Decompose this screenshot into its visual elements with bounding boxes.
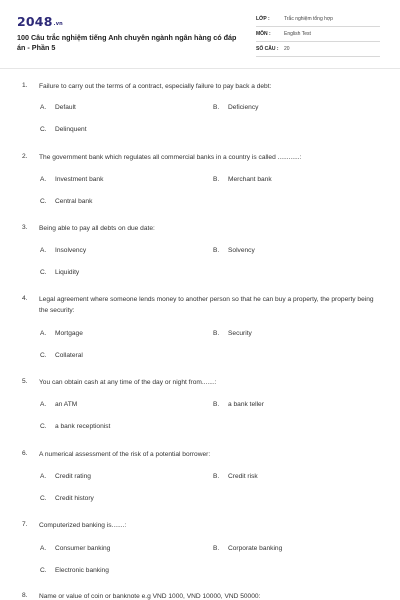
- question-number: 2.: [22, 153, 28, 160]
- option-text: Default: [55, 104, 76, 111]
- question-text: A numerical assessment of the risk of a potential borrower:: [39, 451, 211, 458]
- option-text: Mortgage: [55, 330, 83, 337]
- option-text: Liquidity: [55, 269, 80, 276]
- option-c[interactable]: [40, 423, 110, 430]
- option-c[interactable]: [40, 269, 79, 276]
- question-number: 1.: [22, 82, 28, 89]
- option-letter: C.: [40, 423, 47, 430]
- option-b[interactable]: [213, 545, 282, 552]
- option-letter: B.: [213, 401, 220, 408]
- option-letter: B.: [213, 247, 220, 254]
- question-text: Computerized banking is.......:: [39, 522, 127, 529]
- option-text: Delinquent: [55, 126, 87, 133]
- question-number: 6.: [22, 450, 28, 457]
- option-letter: A.: [40, 247, 47, 254]
- option-letter: A.: [40, 176, 47, 183]
- option-letter: A.: [40, 330, 47, 337]
- question-number: 3.: [22, 224, 28, 231]
- question-text: You can obtain cash at any time of the day or night from.......:: [39, 379, 217, 386]
- option-letter: B.: [213, 545, 220, 552]
- option-letter: B.: [213, 104, 220, 111]
- option-text: Investment bank: [55, 176, 104, 183]
- option-letter: C.: [40, 352, 47, 359]
- option-letter: B.: [213, 176, 220, 183]
- document-title: 100 Câu trắc nghiệm tiếng Anh chuyên ngành ngân hàng có đáp án - Phần 5: [17, 33, 237, 52]
- option-text: Collateral: [55, 352, 83, 359]
- option-c[interactable]: [40, 198, 92, 205]
- option-a[interactable]: [40, 176, 103, 183]
- option-c[interactable]: [40, 352, 83, 359]
- question-number: 7.: [22, 521, 28, 528]
- question-text: Being able to pay all debts on due date:: [39, 225, 155, 232]
- option-text: Merchant bank: [228, 176, 272, 183]
- class-value: Trắc nghiệm tổng hợp: [284, 16, 333, 22]
- option-a[interactable]: [40, 330, 83, 337]
- option-b[interactable]: [213, 330, 252, 337]
- question-text: Failure to carry out the terms of a contract, especially failure to pay back a debt:: [39, 83, 272, 90]
- option-b[interactable]: [213, 176, 272, 183]
- option-a[interactable]: [40, 545, 110, 552]
- class-label: LỚP :: [256, 16, 270, 22]
- question-text: The government bank which regulates all commercial banks in a country is called ............:: [39, 154, 302, 161]
- test-info: [256, 14, 380, 59]
- subject-label: MÔN :: [256, 31, 271, 37]
- option-text: Electronic banking: [55, 567, 109, 574]
- option-text: an ATM: [55, 401, 78, 408]
- option-letter: C.: [40, 567, 47, 574]
- option-text: Credit rating: [55, 473, 91, 480]
- question-count-row: [256, 44, 380, 57]
- option-text: Insolvency: [55, 247, 87, 254]
- option-letter: A.: [40, 104, 47, 111]
- class-row: [256, 14, 380, 27]
- question-text: Legal agreement where someone lends money to another person so that he can buy a property, the property being the security:: [39, 296, 374, 314]
- option-letter: C.: [40, 198, 47, 205]
- question-number: 5.: [22, 378, 28, 385]
- site-logo[interactable]: [17, 14, 63, 29]
- option-text: Credit history: [55, 495, 94, 502]
- document-header: [0, 0, 400, 68]
- option-letter: A.: [40, 401, 47, 408]
- option-letter: C.: [40, 126, 47, 133]
- question-count-value: 20: [284, 46, 290, 52]
- option-c[interactable]: [40, 495, 94, 502]
- option-letter: A.: [40, 473, 47, 480]
- question-count-label: SỐ CÂU :: [256, 46, 279, 52]
- option-letter: C.: [40, 495, 47, 502]
- option-text: a bank receptionist: [55, 423, 111, 430]
- option-c[interactable]: [40, 567, 109, 574]
- question-number: 4.: [22, 295, 28, 302]
- option-text: a bank teller: [228, 401, 264, 408]
- logo-text: 2048: [17, 14, 53, 29]
- subject-row: [256, 29, 380, 42]
- subject-value: English Test: [284, 31, 311, 37]
- option-a[interactable]: [40, 401, 77, 408]
- option-text: Corporate banking: [228, 545, 283, 552]
- option-a[interactable]: [40, 473, 91, 480]
- option-b[interactable]: [213, 401, 264, 408]
- option-text: Solvency: [228, 247, 255, 254]
- question-number: 8.: [22, 592, 28, 599]
- option-text: Central bank: [55, 198, 93, 205]
- logo-suffix: .vn: [53, 21, 63, 27]
- option-letter: B.: [213, 330, 220, 337]
- option-letter: C.: [40, 269, 47, 276]
- option-b[interactable]: [213, 247, 255, 254]
- option-letter: B.: [213, 473, 220, 480]
- header-divider: [0, 68, 400, 69]
- option-c[interactable]: [40, 126, 87, 133]
- option-text: Consumer banking: [55, 545, 111, 552]
- option-a[interactable]: [40, 104, 76, 111]
- option-text: Deficiency: [228, 104, 259, 111]
- option-letter: A.: [40, 545, 47, 552]
- option-text: Credit risk: [228, 473, 258, 480]
- option-a[interactable]: [40, 247, 86, 254]
- option-b[interactable]: [213, 473, 258, 480]
- option-text: Security: [228, 330, 252, 337]
- question-text: Name or value of coin or banknote e.g VND 1000, VND 10000, VND 50000:: [39, 593, 261, 600]
- option-b[interactable]: [213, 104, 258, 111]
